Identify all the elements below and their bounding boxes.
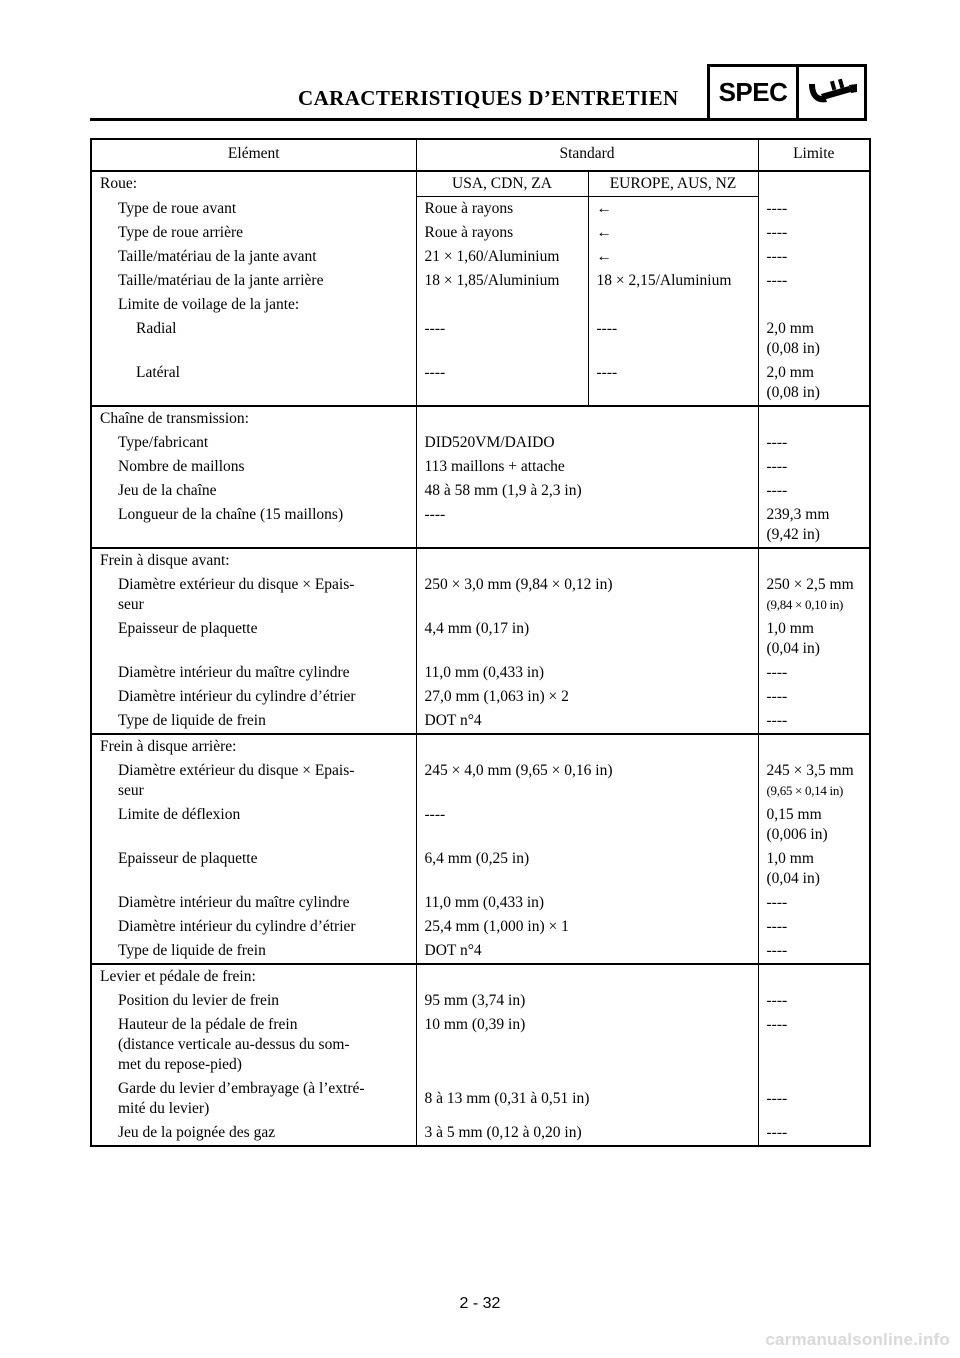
sub-header-usa: USA, CDN, ZA <box>416 171 588 197</box>
table-row: Diamètre intérieur du maître cylindre 11,0 mm (0,433 in) ---- <box>91 661 870 685</box>
table-row: Diamètre intérieur du cylindre d’étrier 27,0 mm (1,063 in) × 2 ---- <box>91 685 870 709</box>
section-chaine <box>91 406 870 548</box>
table-row: Type de liquide de frein DOT n°4 ---- <box>91 709 870 734</box>
table-row <box>91 734 870 759</box>
spec-label: SPEC <box>710 67 799 118</box>
table-row: Nombre de maillons 113 maillons + attache ---- <box>91 455 870 479</box>
maintenance-spec-table <box>90 138 871 1147</box>
table-row: Diamètre intérieur du cylindre d’étrier 25,4 mm (1,000 in) × 1 ---- <box>91 915 870 939</box>
col-header-element: Elément <box>91 139 416 171</box>
table-row: Diamètre intérieur du maître cylindre 11,0 mm (0,433 in) ---- <box>91 891 870 915</box>
table-row <box>91 964 870 989</box>
table-row: Radial ---- ---- 2,0 mm (0,08 in) <box>91 317 870 361</box>
table-row: Diamètre extérieur du disque × Epais- seur 245 × 4,0 mm (9,65 × 0,16 in) 245 × 3,5 mm (9,65 × 0,14 in) <box>91 759 870 803</box>
table-row: Type/fabricant DID520VM/DAIDO ---- <box>91 431 870 455</box>
table-row: Type de liquide de frein DOT n°4 ---- <box>91 939 870 964</box>
table-row <box>91 171 870 197</box>
table-row: Jeu de la chaîne 48 à 58 mm (1,9 à 2,3 in) ---- <box>91 479 870 503</box>
table-row: Latéral ---- ---- 2,0 mm (0,08 in) <box>91 361 870 406</box>
table-row: Taille/matériau de la jante arrière 18 × 1,85/Aluminium 18 × 2,15/Aluminium ---- <box>91 269 870 293</box>
section-heading: Frein à disque arrière: <box>100 738 237 755</box>
table-row: Type de roue avant Roue à rayons ← ---- <box>91 197 870 222</box>
section-levier <box>91 964 870 1146</box>
table-row <box>91 406 870 431</box>
section-frein-avant <box>91 548 870 734</box>
table-row: Jeu de la poignée des gaz 3 à 5 mm (0,12 à 0,20 in) ---- <box>91 1121 870 1146</box>
wrench-icon <box>799 67 864 118</box>
page-number: 2 - 32 <box>459 1295 501 1312</box>
section-heading: Frein à disque avant: <box>100 552 230 569</box>
spec-badge <box>707 64 867 121</box>
table-row <box>91 548 870 573</box>
table-row: Limite de déflexion ---- 0,15 mm (0,006 in) <box>91 803 870 847</box>
table-row: Hauteur de la pédale de frein (distance verticale au-dessus du som- met du repose-pied) 10 mm (0,39 in) ---- <box>91 1013 870 1077</box>
section-frein-arriere <box>91 734 870 964</box>
col-header-limite: Limite <box>758 139 870 171</box>
table-header-row <box>91 139 870 171</box>
section-heading: Chaîne de transmission: <box>100 410 249 427</box>
watermark: carmanualsonline.info <box>765 1330 950 1349</box>
header-rule <box>90 118 710 121</box>
table-row: Diamètre extérieur du disque × Epais- seur 250 × 3,0 mm (9,84 × 0,12 in) 250 × 2,5 mm (9,84 × 0,10 in) <box>91 573 870 617</box>
page-title: CARACTERISTIQUES D’ENTRETIEN <box>298 86 679 110</box>
table-row: Epaisseur de plaquette 6,4 mm (0,25 in) 1,0 mm (0,04 in) <box>91 847 870 891</box>
section-roue <box>91 171 870 406</box>
section-heading: Levier et pédale de frein: <box>100 968 256 985</box>
table-row: Longueur de la chaîne (15 maillons) ---- 239,3 mm (9,42 in) <box>91 503 870 548</box>
table-row: Limite de voilage de la jante: <box>91 293 870 317</box>
section-heading: Roue: <box>100 175 138 192</box>
col-header-standard: Standard <box>416 139 758 171</box>
sub-header-europe: EUROPE, AUS, NZ <box>588 171 758 197</box>
table-row: Taille/matériau de la jante avant 21 × 1,60/Aluminium ← ---- <box>91 245 870 269</box>
table-row: Garde du levier d’embrayage (à l’extré- mité du levier) 8 à 13 mm (0,31 à 0,51 in) ---- <box>91 1077 870 1121</box>
table-row: Position du levier de frein 95 mm (3,74 in) ---- <box>91 989 870 1013</box>
table-row: Epaisseur de plaquette 4,4 mm (0,17 in) 1,0 mm (0,04 in) <box>91 617 870 661</box>
table-row: Type de roue arrière Roue à rayons ← ---- <box>91 221 870 245</box>
